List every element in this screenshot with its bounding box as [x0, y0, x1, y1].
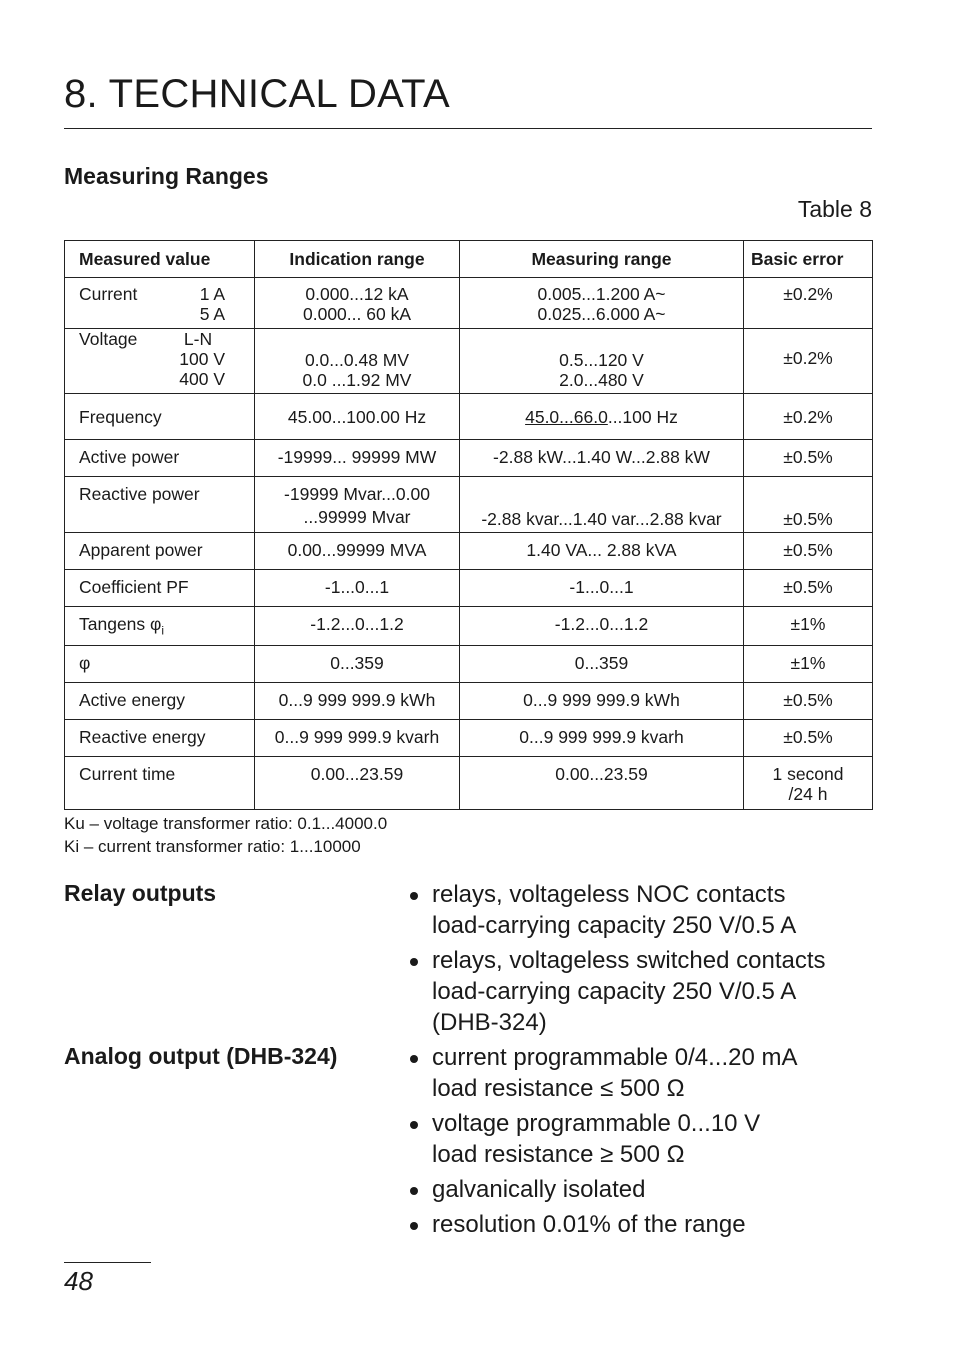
- measuring-cell: [460, 394, 744, 440]
- measuring-cell: 0...9 999 999.9 kvarh: [460, 720, 744, 757]
- list-item-line: load resistance ≤ 500 Ω: [432, 1075, 685, 1102]
- column-header: Measured value: [65, 241, 255, 278]
- list-item: [408, 1174, 798, 1205]
- row-sub-value: 400 V: [179, 369, 225, 389]
- footer-divider: [64, 1262, 151, 1263]
- section-heading: Measuring Ranges: [64, 163, 269, 189]
- table-row-frequency: [65, 394, 873, 440]
- relay-outputs-heading: Relay outputs: [64, 880, 217, 906]
- indication-cell: 0...9 999 999.9 kvarh: [255, 720, 460, 757]
- table-row-phi: [65, 646, 873, 683]
- list-item: [408, 945, 826, 1038]
- cell-line: 0.0...0.48 MV: [304, 350, 410, 370]
- cell-line: 0.000...12 kA: [305, 284, 409, 304]
- row-label: Coefficient PF: [65, 570, 255, 607]
- error-cell: ±1%: [744, 646, 873, 683]
- table-row-current: [65, 278, 873, 329]
- list-item-line: relays, voltageless NOC contacts: [432, 881, 786, 908]
- error-cell: ±0.2%: [744, 394, 873, 440]
- table-row-reactive-power: [65, 477, 873, 533]
- row-label: Apparent power: [65, 533, 255, 570]
- footnote: Ki – current transformer ratio: 1...10000: [64, 837, 361, 856]
- row-label: [65, 278, 255, 329]
- cell-line: 1 second: [772, 764, 844, 784]
- indication-cell: -1...0...1: [255, 570, 460, 607]
- bullet-icon: [410, 958, 418, 966]
- table-row-current-time: [65, 757, 873, 810]
- row-sub-value: 1 A: [199, 284, 225, 304]
- table-caption: Table 8: [797, 196, 872, 222]
- measuring-cell: -1...0...1: [460, 570, 744, 607]
- error-cell: ±0.2%: [744, 329, 873, 394]
- indication-cell: [255, 477, 460, 533]
- table-row-pf: [65, 570, 873, 607]
- cell-line: -19999 Mvar...0.00: [284, 484, 430, 504]
- measuring-cell: [460, 329, 744, 394]
- measuring-cell: -2.88 kvar...1.40 var...2.88 kvar: [460, 477, 744, 533]
- error-cell: ±0.5%: [744, 440, 873, 477]
- indication-cell: -1.2...0...1.2: [255, 607, 460, 646]
- row-label: Reactive energy: [65, 720, 255, 757]
- error-cell: ±0.5%: [744, 533, 873, 570]
- page-number: 48: [64, 1266, 93, 1296]
- row-label: Current time: [65, 757, 255, 810]
- bullet-icon: [410, 1055, 418, 1063]
- measuring-cell: 0.00...23.59: [460, 757, 744, 810]
- column-header: Basic error: [744, 241, 873, 278]
- cell-line: 0.5...120 V: [559, 350, 644, 370]
- list-item: [408, 1108, 798, 1170]
- analog-output-heading: Analog output (DHB-324): [64, 1043, 338, 1069]
- bullet-icon: [410, 1222, 418, 1230]
- error-cell: ±0.5%: [744, 570, 873, 607]
- measuring-ranges-table: [64, 240, 873, 810]
- cell-line: 2.0...480 V: [559, 370, 644, 390]
- measuring-cell: -1.2...0...1.2: [460, 607, 744, 646]
- measuring-cell: -2.88 kW...1.40 W...2.88 kW: [460, 440, 744, 477]
- measuring-cell: 1.40 VA... 2.88 kVA: [460, 533, 744, 570]
- list-item: [408, 1209, 798, 1240]
- table-row-voltage: [65, 329, 873, 394]
- error-cell: ±1%: [744, 607, 873, 646]
- cell-line: 0.025...6.000 A~: [537, 304, 666, 324]
- table-row-apparent-power: [65, 533, 873, 570]
- row-label-text: Current: [79, 284, 138, 304]
- indication-cell: 0...359: [255, 646, 460, 683]
- measuring-cell: 0...9 999 999.9 kWh: [460, 683, 744, 720]
- cell-line: 0.0 ...1.92 MV: [302, 370, 412, 390]
- cell-line: 0.005...1.200 A~: [537, 284, 666, 304]
- row-sub-value: 100 V: [179, 349, 225, 369]
- indication-cell: -19999... 99999 MW: [255, 440, 460, 477]
- title-divider: [64, 128, 872, 129]
- cell-line: ...99999 Mvar: [303, 507, 411, 527]
- underlined-range: 45.0...66.0: [525, 407, 608, 427]
- row-label: Frequency: [65, 394, 255, 440]
- table-footnotes: [64, 812, 387, 858]
- table-row-active-power: [65, 440, 873, 477]
- table-row-tangens: [65, 607, 873, 646]
- bullet-icon: [410, 1121, 418, 1129]
- list-item: [408, 1042, 798, 1104]
- table-header-row: [65, 241, 873, 278]
- table-row-reactive-energy: [65, 720, 873, 757]
- indication-cell: 0.00...99999 MVA: [255, 533, 460, 570]
- measuring-cell: [460, 278, 744, 329]
- row-label: [65, 607, 255, 646]
- error-cell: ±0.2%: [744, 278, 873, 329]
- list-item-line: load-carrying capacity 250 V/0.5 A: [432, 912, 797, 939]
- row-label: Active power: [65, 440, 255, 477]
- list-item-line: load resistance ≥ 500 Ω: [432, 1141, 685, 1168]
- indication-cell: [255, 278, 460, 329]
- bullet-icon: [410, 892, 418, 900]
- list-item-line: relays, voltageless switched contacts: [432, 947, 826, 974]
- indication-cell: 45.00...100.00 Hz: [255, 394, 460, 440]
- analog-output-list: [408, 1042, 798, 1244]
- range-rest: ...100 Hz: [607, 407, 678, 427]
- cell-line: /24 h: [788, 784, 828, 804]
- bullet-icon: [410, 1187, 418, 1195]
- row-label: [65, 329, 255, 394]
- table-row-active-energy: [65, 683, 873, 720]
- list-item-line: resolution 0.01% of the range: [432, 1211, 746, 1238]
- row-label-text: Tangens φ: [79, 614, 162, 634]
- column-header: Indication range: [255, 241, 460, 278]
- measuring-cell: 0...359: [460, 646, 744, 683]
- list-item-line: galvanically isolated: [432, 1176, 646, 1203]
- column-header: Measuring range: [460, 241, 744, 278]
- relay-outputs-list: [408, 879, 826, 1042]
- error-cell: [744, 757, 873, 810]
- row-sub-value: L-N: [183, 329, 213, 349]
- cell-line: 0.000... 60 kA: [303, 304, 411, 324]
- row-label-subscript: i: [161, 623, 165, 638]
- indication-cell: 0.00...23.59: [255, 757, 460, 810]
- page-title: 8. TECHNICAL DATA: [64, 72, 450, 116]
- row-label: Active energy: [65, 683, 255, 720]
- footnote: Ku – voltage transformer ratio: 0.1...4000.0: [64, 814, 388, 833]
- row-label-text: Voltage: [79, 329, 138, 349]
- list-item: [408, 879, 826, 941]
- error-cell: ±0.5%: [744, 477, 873, 533]
- row-sub-value: 5 A: [199, 304, 225, 324]
- row-label: Reactive power: [65, 477, 255, 533]
- indication-cell: 0...9 999 999.9 kWh: [255, 683, 460, 720]
- list-item-line: load-carrying capacity 250 V/0.5 A: [432, 978, 797, 1005]
- list-item-line: (DHB-324): [432, 1009, 547, 1036]
- list-item-line: voltage programmable 0...10 V: [432, 1110, 761, 1137]
- row-label: φ: [65, 646, 255, 683]
- list-item-line: current programmable 0/4...20 mA: [432, 1044, 798, 1071]
- error-cell: ±0.5%: [744, 720, 873, 757]
- indication-cell: [255, 329, 460, 394]
- error-cell: ±0.5%: [744, 683, 873, 720]
